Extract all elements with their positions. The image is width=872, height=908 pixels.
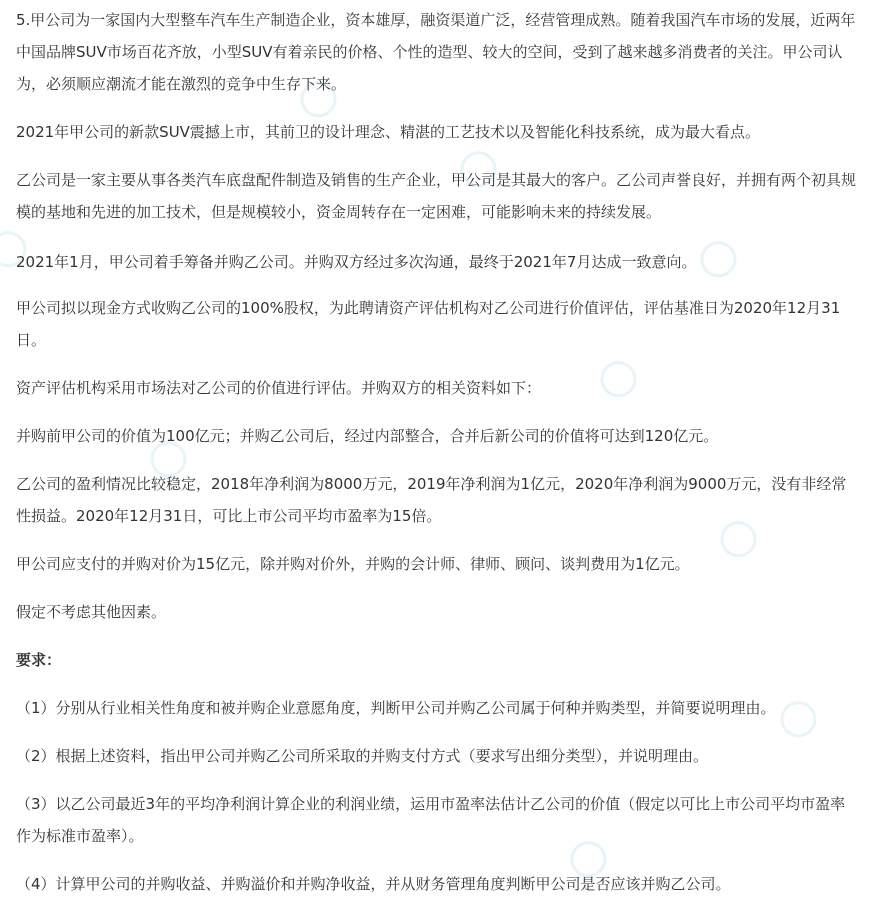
paragraph-new-suv: 2021年甲公司的新款SUV震撼上市，其前卫的设计理念、精湛的工艺技术以及智能化科技系统，成为最大看点。: [16, 123, 760, 141]
paragraph-valuation-method: 资产评估机构采用市场法对乙公司的价值进行评估。并购双方的相关资料如下：: [16, 379, 542, 397]
paragraph-company-b: 乙公司是一家主要从事各类汽车底盘配件制造及销售的生产企业，甲公司是其最大的客户。乙公司声誉良好，并拥有两个初具规模的基地和先进的加工技术，但是规模较小，资金周转存在一定困难，可能影响未来的持续发展。: [16, 171, 857, 221]
requirement-item: （4）计算甲公司的并购收益、并购溢价和并购净收益，并从财务管理角度判断甲公司是否应该并购乙公司。: [16, 875, 731, 893]
requirement-item: （2）根据上述资料，指出甲公司并购乙公司所采取的并购支付方式（要求写出细分类型），并说明理由。: [16, 747, 709, 765]
paragraph-company-values: 并购前甲公司的价值为100亿元；并购乙公司后，经过内部整合，合并后新公司的价值将可达到120亿元。: [16, 427, 719, 445]
paragraph-consideration: 甲公司应支付的并购对价为15亿元，除并购对价外，并购的会计师、律师、顾问、谈判费用为1亿元。: [16, 555, 690, 573]
paragraph-background: 5.甲公司为一家国内大型整车汽车生产制造企业，资本雄厚，融资渠道广泛，经营管理成熟。随着我国汽车市场的发展，近两年中国品牌SUV市场百花齐放，小型SUV有着亲民的价格、个性的造型、较大的空间，受到了越来越多消费者的关注。甲公司认为，必须顺应潮流才能在激烈的竞争中生存下来。: [16, 11, 856, 93]
paragraph-profit-data: 乙公司的盈利情况比较稳定，2018年净利润为8000万元，2019年净利润为1亿元，2020年净利润为9000万元，没有非经常性损益。2020年12月31日，可比上市公司平均市盈率为15倍。: [16, 475, 847, 525]
requirements-heading: 要求：: [16, 651, 62, 669]
paragraph-acquisition-plan: 甲公司拟以现金方式收购乙公司的100%股权，为此聘请资产评估机构对乙公司进行价值评估，评估基准日为2020年12月31日。: [16, 299, 841, 349]
requirement-item: （1）分别从行业相关性角度和被并购企业意愿角度，判断甲公司并购乙公司属于何种并购类型，并简要说明理由。: [16, 699, 776, 717]
paragraph-assumption: 假定不考虑其他因素。: [16, 603, 167, 621]
requirement-item: （3）以乙公司最近3年的平均净利润计算企业的利润业绩，运用市盈率法估计乙公司的价值（假定以可比上市公司平均市盈率作为标准市盈率）。: [16, 795, 846, 845]
paragraph-timeline: 2021年1月，甲公司着手筹备并购乙公司。并购双方经过多次沟通，最终于2021年7月达成一致意向。: [16, 253, 697, 271]
